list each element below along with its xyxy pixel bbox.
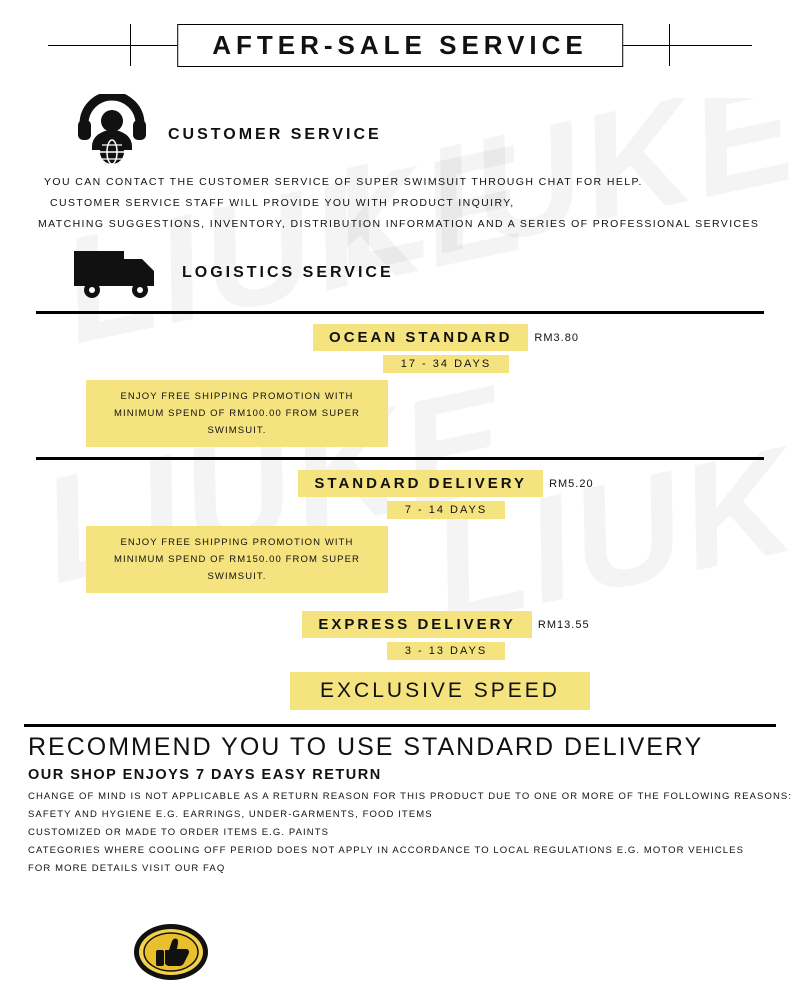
divider-top — [36, 311, 764, 314]
exclusive-speed-banner: EXCLUSIVE SPEED — [290, 672, 590, 710]
fine-print-line-2: SAFETY AND HYGIENE E.G. EARRINGS, UNDER-GARMENTS, FOOD ITEMS — [28, 809, 433, 820]
customer-service-description — [0, 166, 800, 235]
exclusive-speed-row — [80, 660, 800, 710]
promo-line-1: ENJOY FREE SHIPPING PROMOTION WITH — [120, 537, 354, 548]
shipping-option-standard-delivery — [0, 470, 800, 593]
fine-print — [0, 783, 800, 878]
promo-line-2: MINIMUM SPEND OF RM150.00 FROM SUPER SWIMSUIT. — [114, 554, 360, 582]
shipping-option-title-row — [92, 611, 800, 638]
shipping-option-price: RM13.55 — [537, 618, 590, 631]
promo-line-2: MINIMUM SPEND OF RM100.00 FROM SUPER SWIMSUIT. — [114, 408, 360, 436]
shipping-option-title-row — [92, 324, 800, 351]
fine-print-line-3: CUSTOMIZED OR MADE TO ORDER ITEMS E.G. PAINTS — [28, 827, 330, 838]
shipping-option-name: OCEAN STANDARD — [313, 324, 528, 351]
thumbs-up-badge-icon — [132, 922, 210, 982]
after-sale-service-page — [0, 8, 800, 874]
recommendation-heading: RECOMMEND YOU TO USE STANDARD DELIVERY — [28, 733, 704, 761]
shipping-option-days-row — [92, 497, 800, 519]
shipping-option-ocean-standard — [0, 324, 800, 447]
truck-icon — [70, 245, 166, 301]
logistics-header — [0, 235, 800, 301]
page-header — [0, 8, 800, 80]
shipping-option-name: EXPRESS DELIVERY — [302, 611, 532, 638]
shipping-option-promo — [86, 526, 388, 593]
shipping-option-days-row — [92, 351, 800, 373]
promo-line-1: ENJOY FREE SHIPPING PROMOTION WITH — [120, 391, 354, 402]
shipping-option-title-row — [92, 470, 800, 497]
customer-service-header — [0, 80, 800, 166]
shipping-option-price: RM3.80 — [534, 331, 579, 344]
fine-print-line-4: CATEGORIES WHERE COOLING OFF PERIOD DOES NOT APPLY IN ACCORDANCE TO LOCAL REGULATIONS E.G. MOTOR VEHICLES — [28, 845, 745, 856]
page-title: AFTER-SALE SERVICE — [212, 30, 588, 60]
fine-print-line-5: FOR MORE DETAILS VISIT OUR FAQ — [28, 863, 226, 874]
shipping-option-days: 7 - 14 DAYS — [387, 501, 505, 519]
shipping-option-days: 3 - 13 DAYS — [387, 642, 505, 660]
shipping-option-express-delivery — [0, 611, 800, 660]
page-title-box — [177, 24, 623, 67]
shipping-option-price: RM5.20 — [549, 477, 594, 490]
customer-service-line-3: MATCHING SUGGESTIONS, INVENTORY, DISTRIBUTION INFORMATION AND A SERIES OF PROFESSIONAL SERVICES — [38, 218, 760, 230]
logistics-heading: LOGISTICS SERVICE — [182, 264, 394, 281]
customer-service-heading: CUSTOMER SERVICE — [168, 126, 382, 143]
shipping-option-name: STANDARD DELIVERY — [298, 470, 543, 497]
customer-service-line-2: CUSTOMER SERVICE STAFF WILL PROVIDE YOU WITH PRODUCT INQUIRY, — [50, 197, 515, 209]
shipping-option-days-row — [92, 638, 800, 660]
shipping-option-days: 17 - 34 DAYS — [383, 355, 509, 373]
header-tick-left — [130, 24, 131, 66]
fine-print-line-1: CHANGE OF MIND IS NOT APPLICABLE AS A RETURN REASON FOR THIS PRODUCT DUE TO ONE OR MORE OF THE FOLLOWING REASONS: — [28, 791, 793, 802]
divider-middle — [36, 457, 764, 460]
shipping-option-promo — [86, 380, 388, 447]
customer-service-line-1: YOU CAN CONTACT THE CUSTOMER SERVICE OF SUPER SWIMSUIT THROUGH CHAT FOR HELP. — [44, 176, 643, 188]
header-tick-right — [669, 24, 670, 66]
easy-return-heading: OUR SHOP ENJOYS 7 DAYS EASY RETURN — [28, 767, 382, 783]
headset-support-icon — [70, 94, 154, 166]
